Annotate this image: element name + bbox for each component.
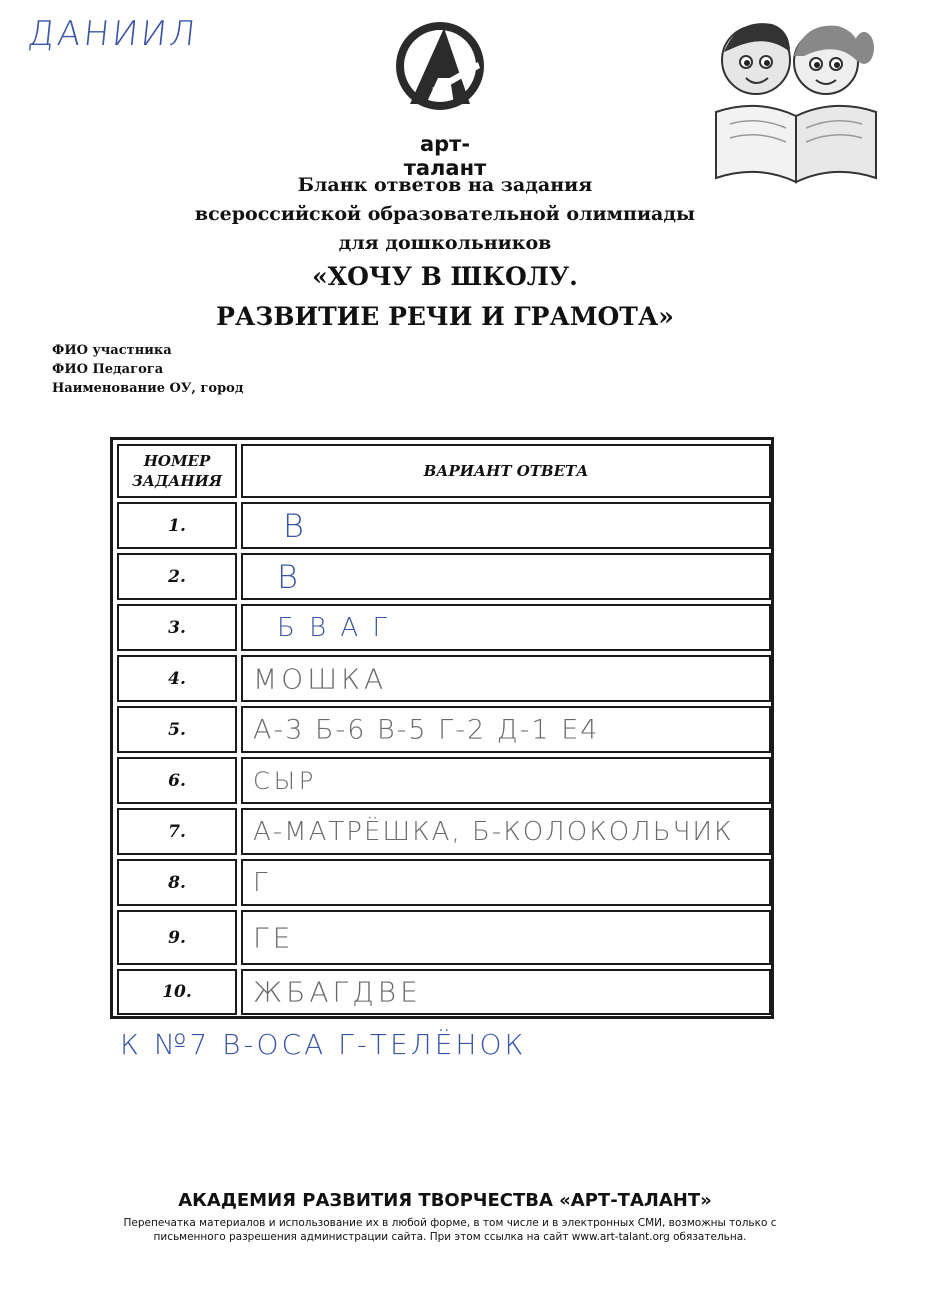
- answer-cell[interactable]: [241, 808, 771, 855]
- answer-text: СЫР: [253, 766, 318, 795]
- answer-text: В: [283, 506, 307, 545]
- answer-cell[interactable]: [241, 706, 771, 753]
- answer-text: ЖБАГДВЕ: [253, 975, 422, 1009]
- answer-text: В: [277, 557, 301, 596]
- answer-cell[interactable]: [241, 757, 771, 804]
- answer-cell[interactable]: [241, 553, 771, 600]
- task-number: 8.: [117, 859, 237, 906]
- olympiad-name-line2: РАЗВИТИЕ РЕЧИ И ГРАМОТА»: [216, 302, 674, 331]
- task-number: 10.: [117, 969, 237, 1015]
- answer-cell[interactable]: [241, 604, 771, 651]
- task-number: 5.: [117, 706, 237, 753]
- answer-text: МОШКА: [253, 662, 388, 695]
- participant-name-label: ФИО участника: [52, 343, 172, 358]
- footer-title: АКАДЕМИЯ РАЗВИТИЯ ТВОРЧЕСТВА «АРТ-ТАЛАНТ»: [178, 1190, 712, 1211]
- task-number: 9.: [117, 910, 237, 965]
- handwritten-name: ДАНИИЛ: [25, 14, 201, 54]
- answer-cell[interactable]: [241, 859, 771, 906]
- answer-text: ГЕ: [253, 921, 295, 954]
- answer-text: А-МАТРЁШКА, Б-КОЛОКОЛЬЧИК: [253, 816, 734, 847]
- header-task-number: [117, 444, 237, 498]
- form-title-line2: всероссийской образовательной олимпиады: [194, 203, 696, 225]
- footer-copyright-note: [80, 1216, 820, 1244]
- task-number: 1.: [117, 502, 237, 549]
- art-talant-logo-icon: [392, 18, 488, 126]
- olympiad-name-line1: «ХОЧУ В ШКОЛУ.: [312, 262, 578, 291]
- answer-cell[interactable]: [241, 502, 771, 549]
- school-city-label: Наименование ОУ, город: [52, 381, 244, 396]
- answer-cell[interactable]: [241, 655, 771, 702]
- header-answer: [241, 444, 771, 498]
- teacher-name-label: ФИО Педагога: [52, 362, 164, 377]
- header-answer-label: ВАРИАНТ ОТВЕТА: [423, 462, 589, 480]
- footer-note-line1: Перепечатка материалов и использование их в любой форме, в том числе и в электронных СМИ, возможны только с: [123, 1217, 777, 1229]
- kids-reading-book-illustration: [708, 12, 884, 184]
- form-title-line1: Бланк ответов на задания: [297, 174, 593, 196]
- task-number: 4.: [117, 655, 237, 702]
- answer-text: А-3 Б-6 В-5 Г-2 Д-1 Е4: [253, 714, 600, 745]
- footer-note-line2: письменного разрешения администрации сайта. При этом ссылка на сайт www.art-talant.org обязательна.: [153, 1231, 747, 1243]
- task-number: 3.: [117, 604, 237, 651]
- task-number: 6.: [117, 757, 237, 804]
- task-number: 2.: [117, 553, 237, 600]
- header-task-number-line2: ЗАДАНИЯ: [131, 472, 223, 490]
- brand-name: арт-талант: [403, 132, 487, 180]
- form-title-line3: для дошкольников: [338, 232, 552, 254]
- answer-text: Б В А Г: [277, 612, 390, 643]
- answer-text: Г: [253, 867, 272, 898]
- header-task-number-line1: НОМЕР: [143, 452, 211, 470]
- handwritten-note: К №7 В-ОСА Г-ТЕЛЁНОК: [120, 1028, 527, 1061]
- answer-cell[interactable]: [241, 969, 771, 1015]
- answer-cell[interactable]: [241, 910, 771, 965]
- answer-table: [110, 437, 774, 1019]
- task-number: 7.: [117, 808, 237, 855]
